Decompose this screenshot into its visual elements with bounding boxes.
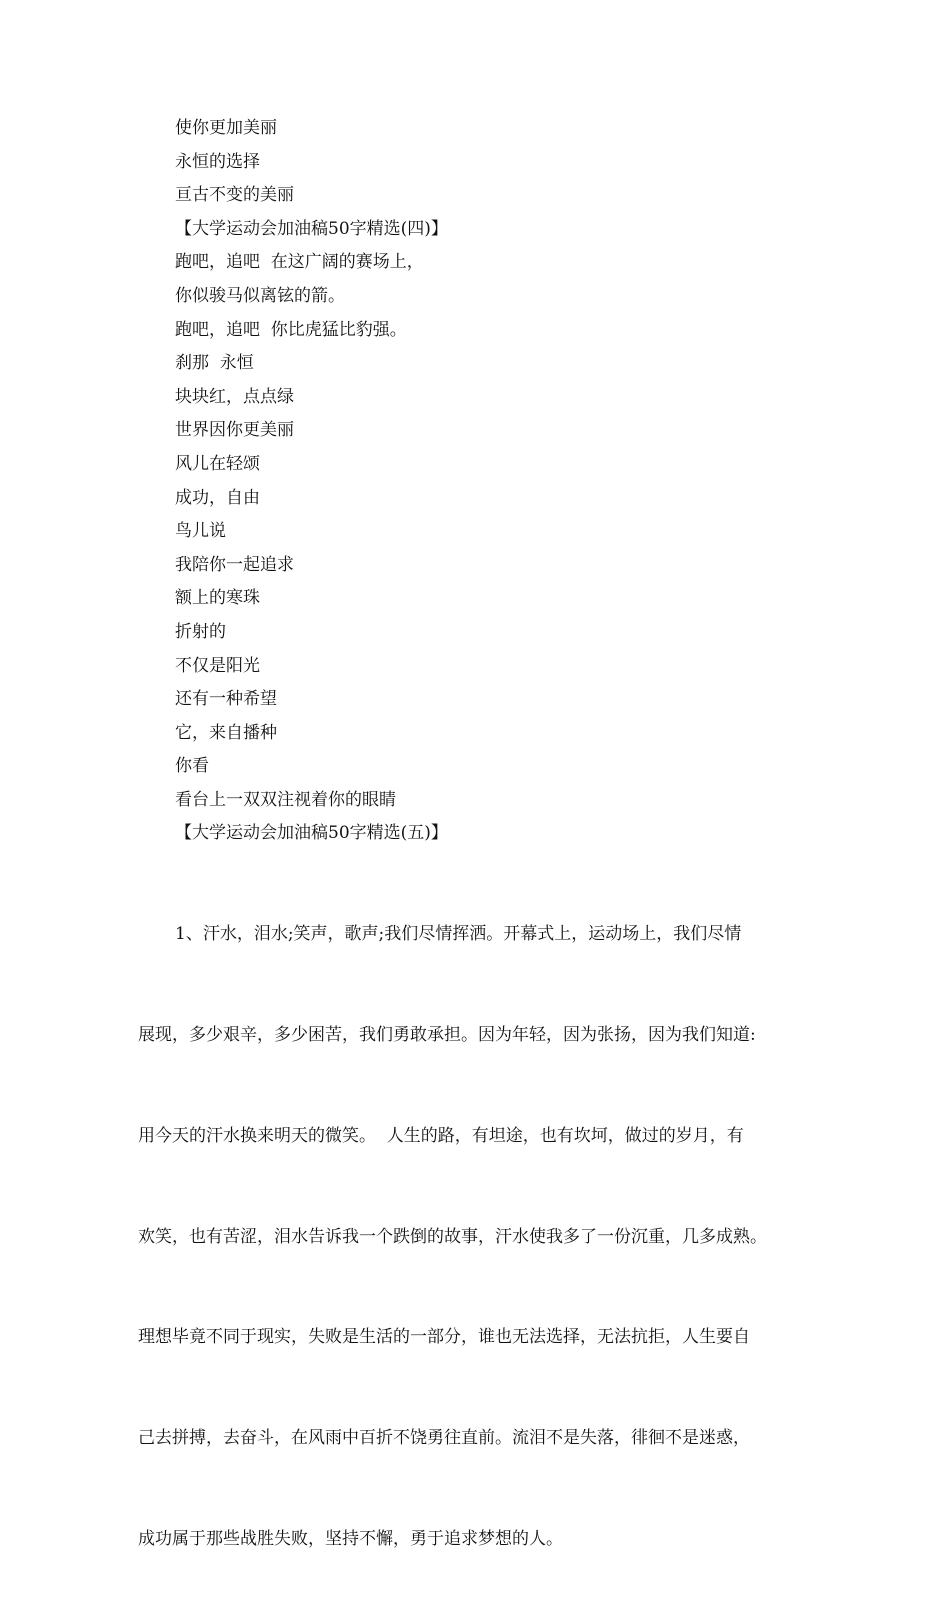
poem-line: 跑吧，追吧 你比虎猛比豹强。	[175, 319, 407, 340]
section-heading: 【大学运动会加油稿50字精选(五)】	[175, 823, 448, 844]
poem-line: 亘古不变的美丽	[175, 185, 294, 206]
poem-line: 不仅是阳光	[175, 655, 260, 676]
poem-line: 看台上一双双注视着你的眼睛	[175, 789, 396, 810]
poem-line: 折射的	[175, 621, 226, 642]
poem-top	[138, 112, 838, 213]
paragraph-line: 用今天的汗水换来明天的微笑。 人生的路，有坦途，也有坎坷，做过的岁月，有	[138, 1125, 744, 1146]
poem-line: 块块红，点点绿	[175, 386, 294, 407]
poem-line: 还有一种希望	[175, 689, 277, 710]
paragraph-line: 1、汗水，泪水;笑声，歌声;我们尽情挥洒。开幕式上，运动场上，我们尽情	[175, 924, 742, 945]
poem-line: 你似骏马似离铉的箭。	[175, 285, 345, 306]
poem-line: 我陪你一起追求	[175, 554, 294, 575]
poem-line: 使你更加美丽	[175, 118, 277, 138]
poem-line: 你看	[175, 756, 209, 777]
paragraph-line: 欢笑，也有苦涩，泪水告诉我一个跌倒的故事，汗水使我多了一份沉重，几多成熟。	[138, 1226, 767, 1247]
poem-line: 跑吧，追吧 在这广阔的赛场上，	[175, 252, 424, 273]
poem-line: 永恒的选择	[175, 151, 260, 172]
section-heading: 【大学运动会加油稿50字精选(四)】	[175, 218, 448, 239]
paragraph-line: 理想毕竟不同于现实，失败是生活的一部分，谁也无法选择，无法抗拒，人生要自	[138, 1327, 750, 1348]
paragraph	[138, 851, 838, 1624]
paragraph-line: 己去拼搏，去奋斗，在风雨中百折不饶勇往直前。流泪不是失落，徘徊不是迷惑，	[138, 1428, 750, 1449]
poem-line: 成功，自由	[175, 487, 260, 508]
poem-line: 世界因你更美丽	[175, 420, 294, 441]
paragraph-line: 成功属于那些战胜失败，坚持不懈，勇于追求梦想的人。	[138, 1528, 563, 1549]
paragraph-line: 展现，多少艰辛，多少困苦，我们勇敢承担。因为年轻，因为张扬，因为我们知道:	[138, 1025, 756, 1046]
poem-line: 风儿在轻颂	[175, 453, 260, 474]
poem-line: 它，来自播种	[175, 722, 277, 743]
section-4	[138, 213, 838, 818]
document-content	[138, 112, 838, 1624]
poem-line: 额上的寒珠	[175, 588, 260, 609]
poem-line: 鸟儿说	[175, 521, 226, 542]
section-5	[138, 817, 838, 1623]
poem-line: 刹那 永恒	[175, 353, 254, 374]
